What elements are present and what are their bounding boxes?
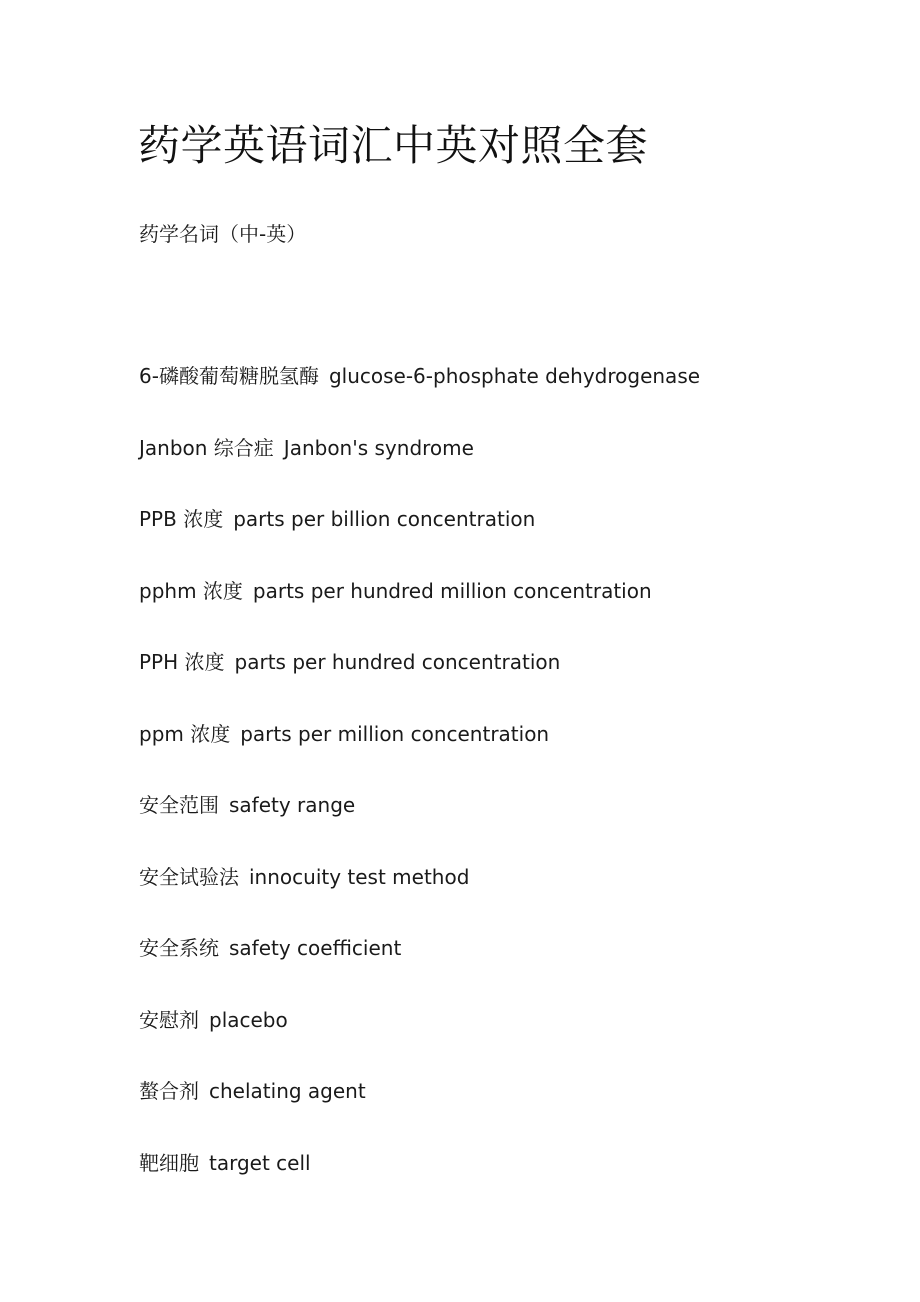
glossary-entry [139, 1077, 700, 1149]
term-english: placebo [209, 1007, 288, 1032]
glossary-entry [139, 577, 700, 649]
glossary-entry [139, 434, 700, 506]
glossary-entry [139, 1149, 700, 1221]
term-chinese: 安全系统 [139, 936, 219, 960]
term-english: safety coefficient [229, 936, 402, 960]
glossary-entry [139, 648, 700, 720]
term-english: parts per hundred concentration [234, 650, 561, 674]
term-english: chelating agent [209, 1079, 366, 1103]
glossary-entry [139, 505, 700, 577]
term-english: innocuity test method [249, 864, 470, 889]
term-chinese: 安全试验法 [139, 864, 239, 889]
term-chinese: 靶细胞 [139, 1150, 199, 1175]
glossary-entry [139, 791, 700, 863]
page-title: 药学英语词汇中英对照全套 [138, 121, 649, 170]
term-english: Janbon's syndrome [283, 435, 474, 460]
glossary-entry [139, 863, 700, 935]
glossary-entry [139, 720, 700, 792]
term-english: target cell [209, 1150, 311, 1175]
term-chinese: 安慰剂 [139, 1007, 199, 1032]
term-english: glucose-6-phosphate dehydrogenase [328, 364, 701, 388]
glossary-list [139, 362, 700, 1220]
term-english: safety range [229, 793, 356, 817]
section-subtitle: 药学名词（中-英） [139, 222, 307, 246]
term-english: parts per hundred million concentration [252, 578, 652, 603]
term-chinese: PPB 浓度 [139, 507, 224, 531]
term-english: parts per million concentration [240, 721, 550, 746]
term-chinese: 安全范围 [139, 793, 219, 817]
term-chinese: Janbon 综合症 [139, 435, 274, 460]
term-english: parts per billion concentration [233, 507, 536, 531]
term-chinese: 6-磷酸葡萄糖脱氢酶 [139, 364, 319, 388]
term-chinese: ppm 浓度 [139, 721, 231, 746]
glossary-entry [139, 1006, 700, 1078]
glossary-entry [139, 934, 700, 1006]
term-chinese: pphm 浓度 [139, 578, 243, 603]
term-chinese: 螯合剂 [139, 1079, 199, 1103]
glossary-entry [139, 362, 700, 434]
term-chinese: PPH 浓度 [139, 650, 225, 674]
